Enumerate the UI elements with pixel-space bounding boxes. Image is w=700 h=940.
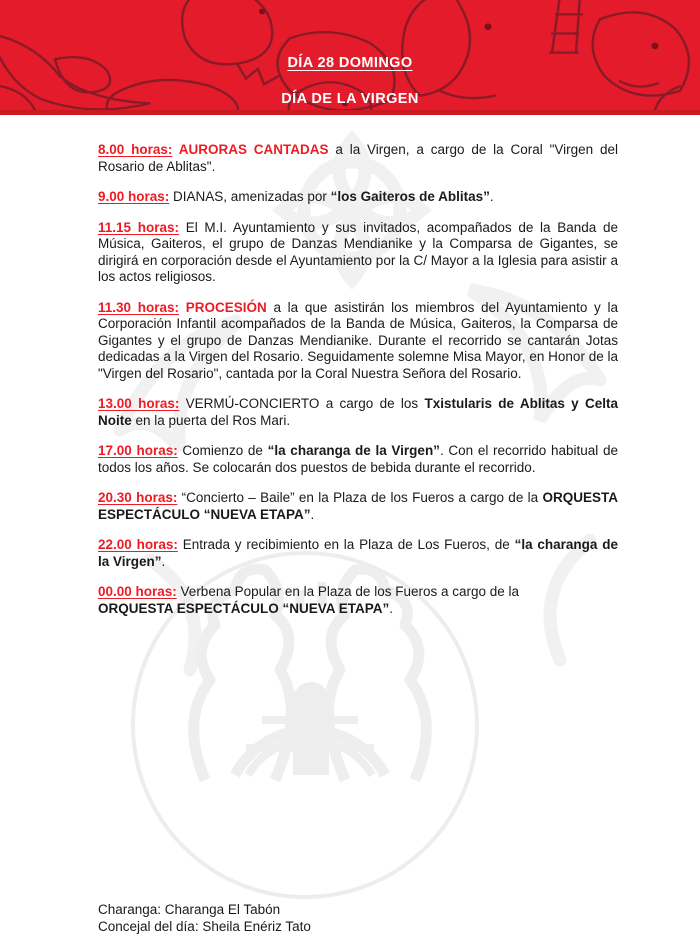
text-segment: Entrada y recibimiento en la Plaza de Los Fueros, de — [177, 537, 515, 552]
schedule-item — [98, 537, 618, 570]
text-segment: El M.I. Ayuntamiento y sus invitados, acompañados de la Banda de Música, Gaiteros, el grupo de Danzas Mendianike y la Comparsa de Gigantes, se dirigirá en corporación desde el Ayuntamiento por la C/ Mayor a la Iglesia para asistir a los actos religiosos. — [98, 219, 619, 284]
time-label: 8.00 horas: — [98, 142, 173, 157]
schedule-item — [98, 443, 618, 476]
text-segment: “la charanga de la Virgen” — [267, 443, 440, 458]
schedule-item — [98, 584, 618, 617]
text-segment: Txistularis de Ablitas y Celta Noite — [98, 396, 618, 428]
text-segment: a la que asistirán los miembros del Ayuntamiento y la Corporación Infantil acompañados de la Banda de Música, Gaiteros, la Comparsa de Gigantes y el grupo de Danzas Mendianike. Durante el recorrido se cantarán Jotas dedicadas a la Virgen del Rosario. Seguidamente solemne Misa Mayor, en Honor de la "Virgen del Rosario", cantada por la Coral Nuestra Señora del Rosario. — [98, 299, 619, 381]
text-segment: . — [389, 600, 394, 616]
time-label: 22.00 horas: — [98, 537, 178, 552]
text-segment: . — [161, 553, 166, 569]
page-footer — [98, 901, 311, 935]
header-banner — [0, 0, 700, 115]
castle-door-shape — [293, 682, 329, 775]
time-label: 13.00 horas: — [98, 396, 180, 411]
schedule-item — [98, 189, 618, 206]
time-label: 17.00 horas: — [98, 443, 178, 458]
schedule-item — [98, 220, 618, 286]
time-label: 11.15 horas: — [98, 219, 180, 235]
schedule-item — [98, 142, 618, 175]
charanga-credit: Charanga: Charanga El Tabón — [98, 902, 281, 917]
time-label: 11.30 horas: — [98, 299, 180, 315]
text-segment: Comienzo de — [177, 443, 268, 458]
text-segment: “la charanga de la Virgen” — [98, 537, 619, 569]
text-segment: DIANAS, amenizadas por — [169, 189, 331, 204]
text-segment: Verbena Popular en la Plaza de los Fueros a cargo de la — [176, 584, 520, 599]
time-label: 00.00 horas: — [98, 584, 177, 599]
schedule-item — [98, 490, 618, 523]
text-segment: “Concierto – Baile” en la Plaza de los Fueros a cargo de la — [177, 490, 543, 505]
day-title: DÍA 28 DOMINGO — [287, 55, 413, 71]
day-subtitle: DÍA DE LA VIRGEN — [281, 91, 419, 107]
text-segment: en la puerta del Ros Mari. — [131, 412, 291, 428]
text-segment: . — [310, 506, 315, 522]
text-segment: . Con el recorrido habitual de todos los años. Se colocarán dos puestos de bebida durante el recorrido. — [98, 443, 618, 475]
text-segment: a la Virgen, a cargo de la Coral "Virgen del Rosario de Ablitas". — [98, 142, 619, 174]
text-segment: ORQUESTA ESPECTÁCULO “NUEVA ETAPA” — [98, 490, 618, 522]
text-segment: “los Gaiteros de Ablitas” — [330, 189, 490, 204]
text-segment: ORQUESTA ESPECTÁCULO “NUEVA ETAPA” — [98, 600, 390, 616]
time-label: 9.00 horas: — [98, 189, 170, 204]
text-segment: . — [489, 189, 494, 204]
schedule-item — [98, 300, 618, 383]
text-segment: VERMÚ-CONCIERTO a cargo de los — [179, 396, 425, 411]
concejal-credit: Concejal del día: Sheila Enériz Tato — [98, 919, 311, 934]
schedule-list — [98, 115, 618, 631]
schedule-item — [98, 396, 618, 429]
text-segment: AURORAS CANTADAS — [172, 142, 329, 157]
time-label: 20.30 horas: — [98, 490, 178, 505]
text-segment: PROCESIÓN — [179, 299, 267, 315]
